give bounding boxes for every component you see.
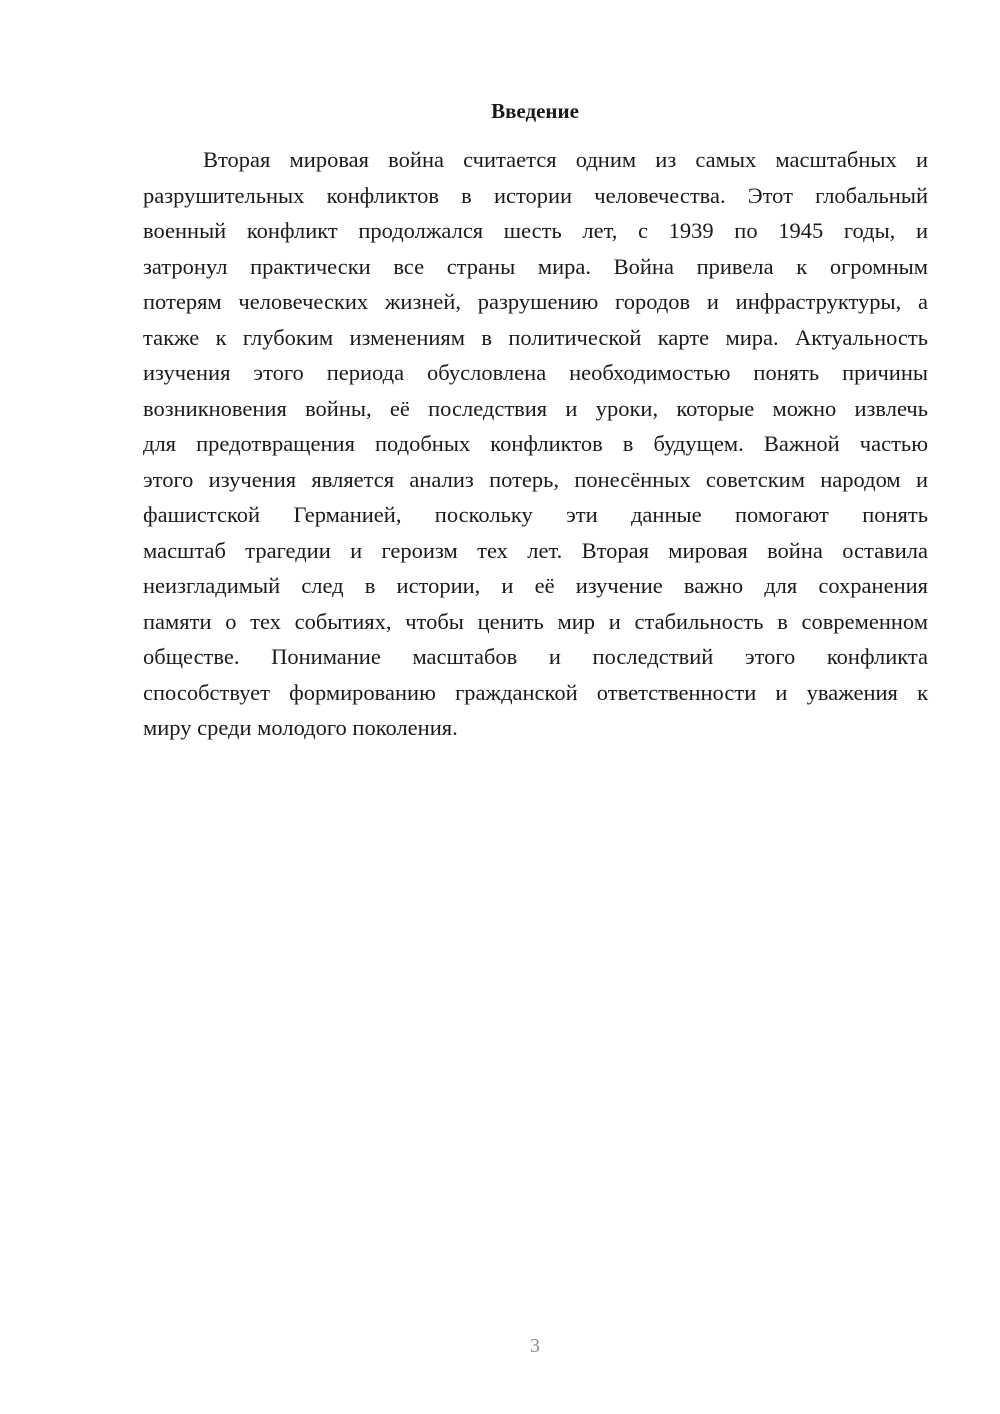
paragraph-line: обществе. Понимание масштабов и последствий этого конфликта <box>143 644 928 669</box>
body-paragraph <box>143 142 928 746</box>
paragraph-line: Вторая мировая война считается одним из самых масштабных и <box>203 147 928 172</box>
paragraph-line: военный конфликт продолжался шесть лет, с 1939 по 1945 годы, и <box>143 218 928 243</box>
paragraph-line: этого изучения является анализ потерь, понесённых советским народом и <box>143 466 928 492</box>
paragraph-line: миру среди молодого поколения. <box>143 715 458 740</box>
paragraph-line: возникновения войны, её последствия и уроки, которые можно извлечь <box>143 395 928 421</box>
paragraph-line: для предотвращения подобных конфликтов в будущем. Важной частью <box>143 431 928 456</box>
paragraph-line: способствует формированию гражданской ответственности и уважения к <box>143 679 928 705</box>
page-number: 3 <box>530 1335 540 1357</box>
paragraph-line: масштаб трагедии и героизм тех лет. Вторая мировая война оставила <box>143 537 928 563</box>
paragraph-line: также к глубоким изменениям в политической карте мира. Актуальность <box>143 324 928 350</box>
section-heading: Введение <box>491 99 579 123</box>
paragraph-line: изучения этого периода обусловлена необходимостью понять причины <box>143 360 928 385</box>
paragraph-line: потерям человеческих жизней, разрушению городов и инфраструктуры, а <box>143 289 928 314</box>
paragraph-line: разрушительных конфликтов в истории человечества. Этот глобальный <box>143 182 928 208</box>
paragraph-line: фашистской Германией, поскольку эти данные помогают понять <box>143 502 928 527</box>
paragraph-line: затронул практически все страны мира. Война привела к огромным <box>143 253 928 279</box>
paragraph-line: памяти о тех событиях, чтобы ценить мир и стабильность в современном <box>143 608 928 634</box>
paragraph-line: неизгладимый след в истории, и её изучение важно для сохранения <box>143 573 928 598</box>
